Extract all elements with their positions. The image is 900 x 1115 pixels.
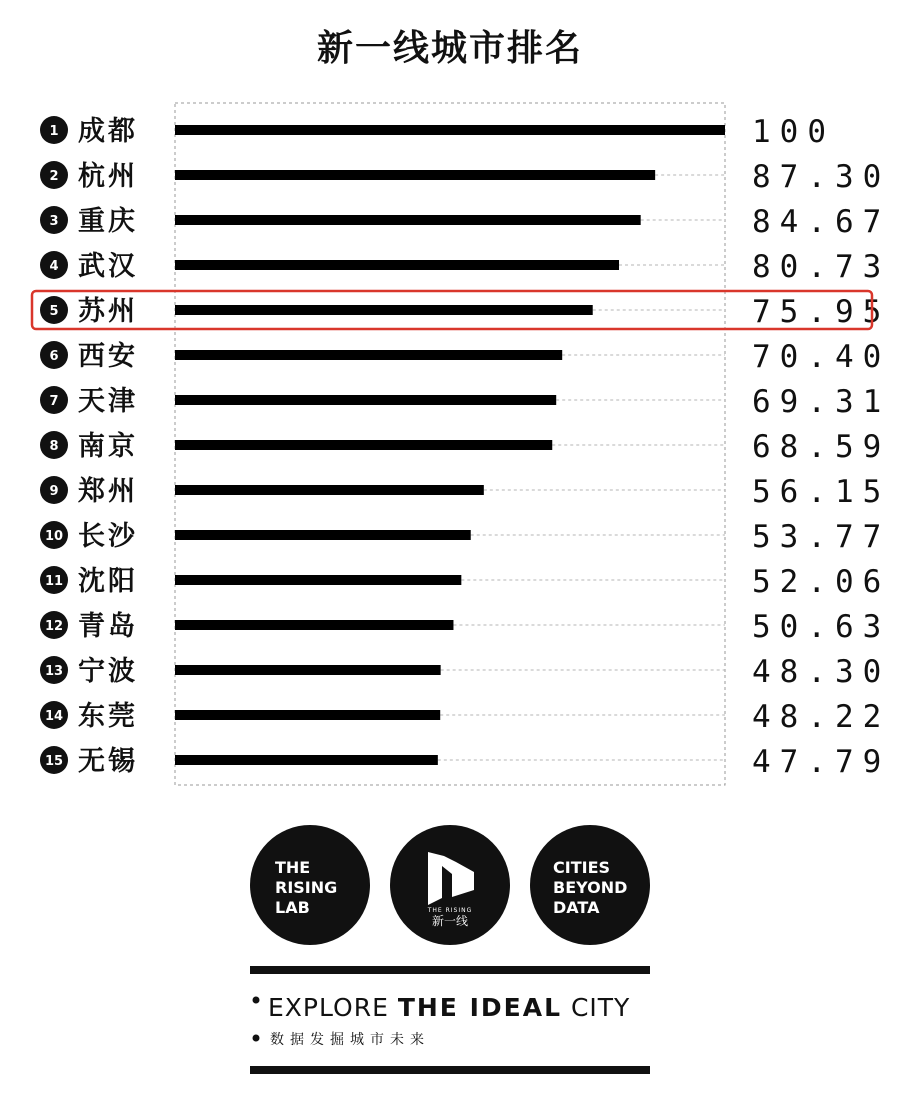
rank-number: 2 (49, 169, 59, 184)
value-label: 48.22 (752, 699, 891, 735)
value-label: 47.79 (752, 744, 891, 780)
city-label: 武汉 (78, 251, 138, 282)
logo-line: THE (275, 858, 311, 877)
logo-small-text: THE RISING (427, 907, 473, 914)
chart-rows (40, 114, 890, 780)
bar-13 (175, 665, 441, 675)
value-label: 70.40 (752, 339, 891, 375)
city-label: 宁波 (78, 656, 138, 687)
city-label: 南京 (78, 431, 138, 462)
value-label: 80.73 (752, 249, 891, 285)
logo-line: RISING (275, 878, 338, 897)
rank-number: 5 (49, 304, 59, 319)
tagline-cn: 数据发掘城市未来 (270, 1032, 430, 1048)
city-label: 天津 (78, 386, 138, 417)
rank-number: 8 (49, 439, 59, 454)
bar-5 (175, 305, 593, 315)
value-label: 53.77 (752, 519, 891, 555)
bar-14 (175, 710, 440, 720)
bar-12 (175, 620, 453, 630)
rank-number: 9 (49, 484, 59, 499)
bar-6 (175, 350, 562, 360)
tagline-bullet (253, 997, 260, 1004)
city-label: 西安 (78, 341, 138, 372)
logo-cn-text: 新一线 (431, 914, 469, 928)
bar-8 (175, 440, 552, 450)
value-label: 50.63 (752, 609, 891, 645)
city-label: 长沙 (78, 521, 138, 552)
city-label: 沈阳 (78, 566, 138, 597)
bar-15 (175, 755, 438, 765)
logo-line: CITIES (553, 858, 611, 877)
value-label: 48.30 (752, 654, 891, 690)
rank-number: 6 (49, 349, 59, 364)
city-label: 青岛 (78, 611, 138, 642)
footer-top-rule (250, 966, 650, 974)
rank-number: 11 (44, 574, 64, 589)
rank-number: 15 (44, 754, 64, 769)
value-label: 56.15 (752, 474, 891, 510)
rank-number: 1 (49, 124, 59, 139)
value-label: 52.06 (752, 564, 891, 600)
city-label: 苏州 (78, 296, 138, 327)
rank-number: 4 (49, 259, 59, 274)
value-label: 87.30 (752, 159, 891, 195)
city-label: 杭州 (78, 161, 138, 192)
tagline-cn-bullet (253, 1035, 260, 1042)
value-label: 68.59 (752, 429, 891, 465)
chart-title: 新一线城市排名 (316, 28, 583, 69)
bar-7 (175, 395, 556, 405)
tagline-en: EXPLORE THE IDEAL CITY (268, 993, 631, 1022)
value-label: 84.67 (752, 204, 891, 240)
rank-number: 7 (49, 394, 59, 409)
bar-1 (175, 125, 725, 135)
bar-9 (175, 485, 484, 495)
value-label: 75.95 (752, 294, 891, 330)
city-label: 东莞 (78, 701, 138, 732)
logo-line: DATA (553, 898, 600, 917)
bar-10 (175, 530, 471, 540)
city-label: 成都 (78, 116, 138, 147)
value-label: 69.31 (752, 384, 891, 420)
footer-logos (250, 825, 650, 945)
rank-number: 12 (44, 619, 64, 634)
rank-number: 10 (44, 529, 64, 544)
rank-number: 13 (44, 664, 64, 679)
bar-11 (175, 575, 461, 585)
city-label: 无锡 (78, 746, 138, 777)
logo-line: BEYOND (553, 878, 628, 897)
bar-4 (175, 260, 619, 270)
logo-line: LAB (275, 898, 310, 917)
footer-bottom-rule (250, 1066, 650, 1074)
bar-2 (175, 170, 655, 180)
rank-number: 3 (49, 214, 59, 229)
city-label: 重庆 (78, 206, 138, 237)
value-label: 100 (752, 114, 835, 150)
rank-number: 14 (44, 709, 64, 724)
bar-3 (175, 215, 641, 225)
city-label: 郑州 (78, 476, 138, 507)
